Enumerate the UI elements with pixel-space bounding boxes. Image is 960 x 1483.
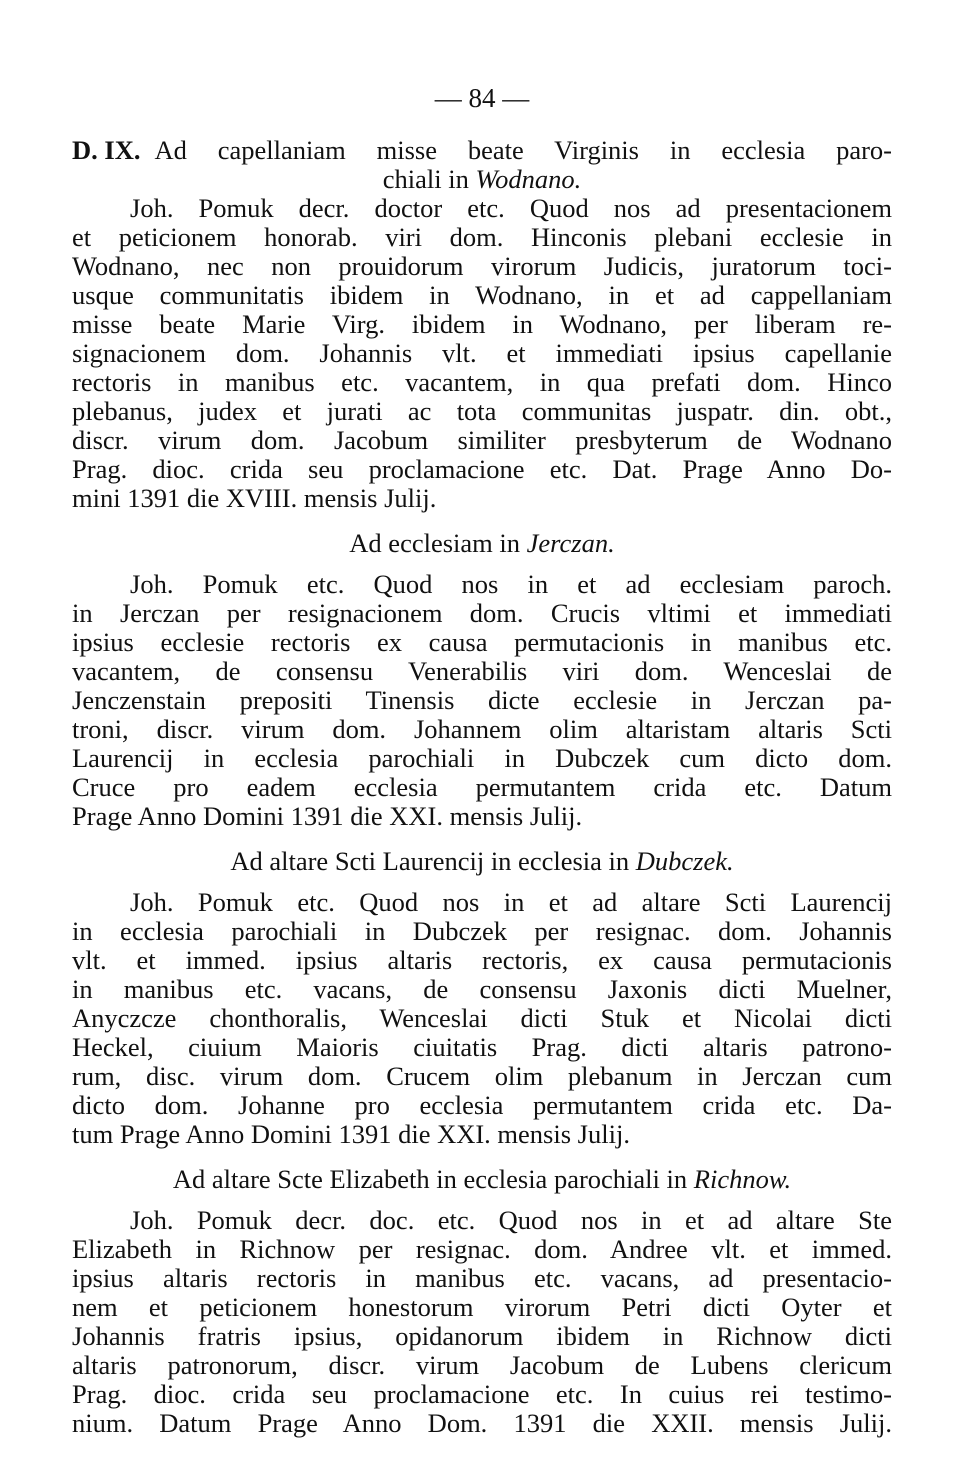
body-line: in Jerczan per resignacionem dom. Crucis vltimi et immediati: [72, 598, 892, 628]
entry-body: [72, 888, 892, 1149]
body-line: Laurencij in ecclesia parochiali in Dubczek cum dicto dom.: [72, 743, 892, 773]
body-line: dicto dom. Johanne pro ecclesia permutantem crida etc. Da-: [72, 1090, 892, 1120]
body-line: Prag. dioc. crida seu proclamacione etc. In cuius rei testimo-: [72, 1379, 892, 1409]
body-line: discr. virum dom. Jacobum similiter presbyterum de Wodnano: [72, 425, 892, 455]
entry-heading: [72, 1165, 892, 1194]
heading-prefix: Ad altare Scte Elizabeth in ecclesia parochiali in: [172, 1164, 688, 1194]
heading-prefix: chiali in: [382, 164, 469, 194]
body-line: vlt. et immed. ipsius altaris rectoris, ex causa permutacionis: [72, 945, 892, 975]
body-line: Johannis fratris ipsius, opidanorum ibidem in Richnow dicti: [72, 1321, 892, 1351]
body-line: vacantem, de consensu Venerabilis viri dom. Wenceslai de: [72, 656, 892, 686]
document-page: [72, 78, 892, 1438]
heading-prefix: Ad altare Scti Laurencij in ecclesia in: [230, 846, 630, 876]
entry-body: [72, 194, 892, 513]
body-line: misse beate Marie Virg. ibidem in Wodnano, per liberam re-: [72, 309, 892, 339]
entry-heading: [72, 847, 892, 876]
body-line: Joh. Pomuk decr. doc. etc. Quod nos in et ad altare Ste: [130, 1205, 892, 1235]
body-line: Anyczcze chonthoralis, Wenceslai dicti Stuk et Nicolai dicti: [72, 1003, 892, 1033]
body-line: Heckel, ciuium Maioris ciuitatis Prag. dicti altaris patrono-: [72, 1032, 892, 1062]
body-line: ipsius ecclesie rectoris ex causa permutacionis in manibus etc.: [72, 627, 892, 657]
body-line: et peticionem honorab. viri dom. Hinconis plebani ecclesie in: [72, 222, 892, 252]
entry-heading-line-2: [72, 165, 892, 194]
body-line: in manibus etc. vacans, de consensu Jaxonis dicti Muelner,: [72, 974, 892, 1004]
body-line: Elizabeth in Richnow per resignac. dom. Andree vlt. et immed.: [72, 1234, 892, 1264]
entry-heading: [72, 529, 892, 558]
body-line: Prage Anno Domini 1391 die XXI. mensis Julij.: [72, 801, 583, 831]
heading-place: Wodnano.: [475, 164, 582, 194]
heading-place: Richnow.: [693, 1164, 792, 1194]
body-line: tum Prage Anno Domini 1391 die XXI. mensis Julij.: [72, 1119, 630, 1149]
body-line: nem et peticionem honestorum virorum Petri dicti Oyter et: [72, 1292, 892, 1322]
body-line: signacionem dom. Johannis vlt. et immediati ipsius capellanie: [72, 338, 892, 368]
entry-heading-line-1: [72, 136, 892, 165]
body-line: Cruce pro eadem ecclesia permutantem crida etc. Datum: [72, 772, 892, 802]
body-line: rum, disc. virum dom. Crucem olim plebanum in Jerczan cum: [72, 1061, 892, 1091]
heading-place: Dubczek.: [635, 846, 734, 876]
body-line: in ecclesia parochiali in Dubczek per resignac. dom. Johannis: [72, 916, 892, 946]
entry-wodnano: [72, 136, 892, 513]
body-line: troni, discr. virum dom. Johannem olim altaristam altaris Scti: [72, 714, 892, 744]
body-line: Jenczenstain prepositi Tinensis dicte ecclesie in Jerczan pa-: [72, 685, 892, 715]
body-line: rectoris in manibus etc. vacantem, in qua prefati dom. Hinco: [72, 367, 892, 397]
body-line: Joh. Pomuk etc. Quod nos in et ad altare Scti Laurencij: [130, 887, 892, 917]
entry-number: D. IX.: [72, 135, 141, 165]
heading-place: Jerczan.: [526, 528, 615, 558]
heading-prefix: Ad ecclesiam in: [349, 528, 521, 558]
body-line: Prag. dioc. crida seu proclamacione etc. Dat. Prage Anno Do-: [72, 454, 892, 484]
body-line: mini 1391 die XVIII. mensis Julij.: [72, 483, 437, 513]
entry-heading-text: Ad capellaniam misse beate Virginis in ecclesia paro-: [154, 135, 892, 165]
entry-richnow: [72, 1165, 892, 1438]
body-line: Joh. Pomuk etc. Quod nos in et ad ecclesiam paroch.: [130, 569, 892, 599]
body-line: usque communitatis ibidem in Wodnano, in et ad cappellaniam: [72, 280, 892, 310]
entry-body: [72, 1206, 892, 1438]
page-number: — 84 —: [434, 83, 530, 113]
entry-body: [72, 570, 892, 831]
entry-jerczan: [72, 529, 892, 831]
body-line: altaris patronorum, discr. virum Jacobum de Lubens clericum: [72, 1350, 892, 1380]
body-line: plebanus, judex et jurati ac tota communitas juspatr. din. obt.,: [72, 396, 892, 426]
body-line: Joh. Pomuk decr. doctor etc. Quod nos ad presentacionem: [130, 193, 892, 223]
body-line: Wodnano, nec non prouidorum virorum Judicis, juratorum toci-: [72, 251, 892, 281]
body-line: nium. Datum Prage Anno Dom. 1391 die XXII. mensis Julij.: [72, 1408, 892, 1438]
entry-dubczek: [72, 847, 892, 1149]
body-line: ipsius altaris rectoris in manibus etc. vacans, ad presentacio-: [72, 1263, 892, 1293]
